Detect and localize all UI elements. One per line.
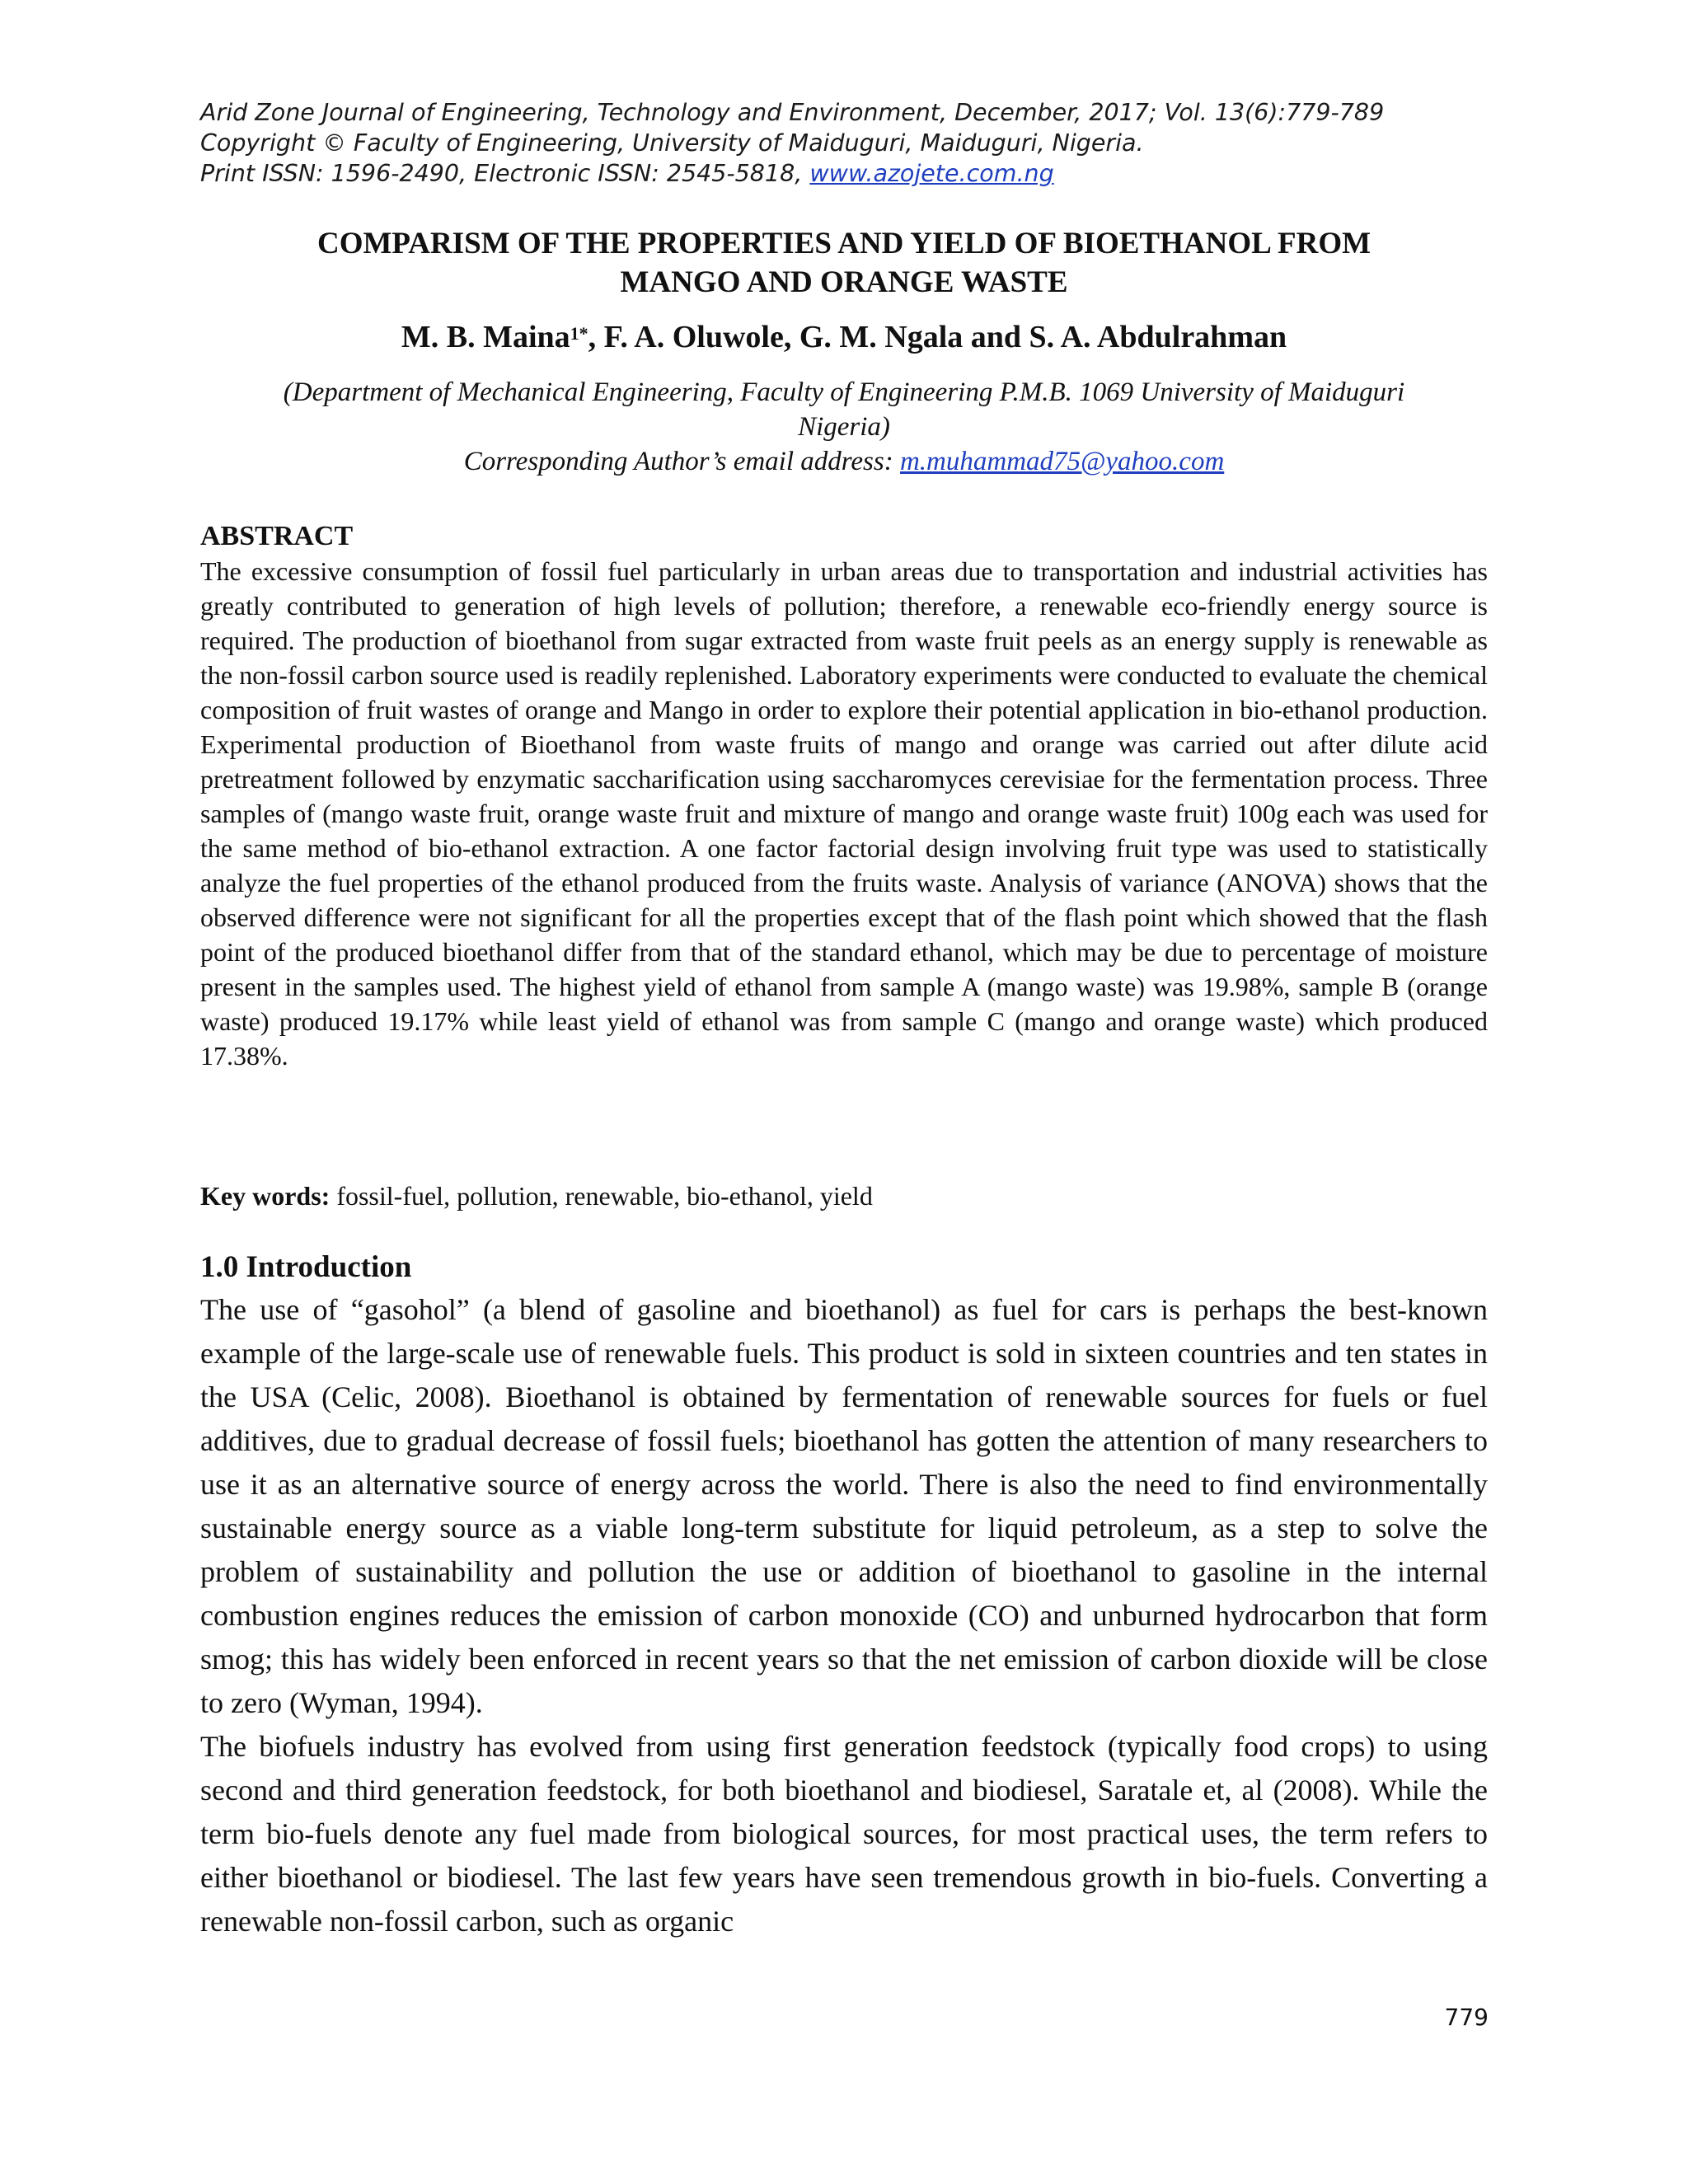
journal-header	[200, 97, 1503, 189]
author-list	[200, 316, 1488, 358]
journal-copyright: Copyright © Faculty of Engineering, University of Maiduguri, Maiduguri, Nigeria.	[200, 129, 1144, 157]
abstract-body: The excessive consumption of fossil fuel particularly in urban areas due to transportation and industrial activities has greatly contributed to generation of high levels of pollution; therefore, a renewable eco-friendly energy source is required. The production of bioethanol from sugar extracted from waste fruit peels as an energy supply is renewable as the non-fossil carbon source used is readily replenished. Laboratory experiments were conducted to evaluate the chemical composition of fruit wastes of orange and Mango in order to explore their potential application in bio-ethanol production. Experimental production of Bioethanol from waste fruits of mango and orange was carried out after dilute acid pretreatment followed by enzymatic saccharification using saccharomyces cerevisiae for the fermentation process. Three samples of (mango waste fruit, orange waste fruit and mixture of mango and orange waste fruit) 100g each was used for the same method of bio-ethanol extraction. A one factor factorial design involving fruit type was used to statistically analyze the fuel properties of the ethanol produced from the fruits waste. Analysis of variance (ANOVA) shows that the observed difference were not significant for all the properties except that of the flash point which showed that the flash point of the produced bioethanol differ from that of the standard ethanol, which may be due to percentage of moisture present in the samples used. The highest yield of ethanol from sample A (mango waste) was 19.98%, sample B (orange waste) produced 19.17% while least yield of ethanol was from sample C (mango and orange waste) which produced 17.38%.	[200, 556, 1488, 1071]
paper-title-line-2: MANGO AND ORANGE WASTE	[620, 265, 1068, 299]
journal-website-link[interactable]: www.azojete.com.ng	[809, 160, 1054, 187]
paper-title	[200, 224, 1488, 302]
introduction-paragraph-2: The biofuels industry has evolved from using first generation feedstock (typically food crops) to using second and third generation feedstock, for both bioethanol and biodiesel, Saratale et, al (2008). While the term bio-fuels denote any fuel made from biological sources, for most practical uses, the term refers to either bioethanol or biodiesel. The last few years have seen tremendous growth in bio-fuels. Converting a renewable non-fossil carbon, such as organic	[200, 1730, 1488, 1938]
journal-citation: Arid Zone Journal of Engineering, Technology and Environment, December, 2017; Vol. 13(6):779-789	[200, 99, 1385, 126]
affiliation-line-2: Nigeria)	[798, 412, 890, 442]
keywords-line	[200, 1179, 1488, 1213]
author-others: , F. A. Oluwole, G. M. Ngala and S. A. Abdulrahman	[588, 320, 1287, 354]
introduction-body	[200, 1288, 1488, 1943]
corresponding-author	[200, 444, 1488, 479]
author-affiliation-mark: 1*	[570, 323, 588, 344]
paper-title-line-1: COMPARISM OF THE PROPERTIES AND YIELD OF BIOETHANOL FROM	[316, 227, 1372, 260]
author-first: M. B. Maina	[401, 320, 570, 354]
page-number: 779	[1444, 2004, 1489, 2031]
author-email-link[interactable]: m.muhammad75@yahoo.com	[899, 447, 1225, 476]
email-label: Corresponding Author’s email address:	[463, 447, 900, 476]
keywords-text: fossil-fuel, pollution, renewable, bio-ethanol, yield	[330, 1181, 873, 1211]
affiliation-line-1: (Department of Mechanical Engineering, Faculty of Engineering P.M.B. 1069 University of Maiduguri	[283, 377, 1405, 407]
introduction-paragraph-1: The use of “gasohol” (a blend of gasoline and bioethanol) as fuel for cars is perhaps the best-known example of the large-scale use of renewable fuels. This product is sold in sixteen countries and ten states in the USA (Celic, 2008). Bioethanol is obtained by fermentation of renewable sources for fuels or fuel additives, due to gradual decrease of fossil fuels; bioethanol has gotten the attention of many researchers to use it as an alternative source of energy across the world. There is also the need to find environmentally sustainable energy source as a viable long-term substitute for liquid petroleum, as a step to solve the problem of sustainability and pollution the use or addition of bioethanol to gasoline in the internal combustion engines reduces the emission of carbon monoxide (CO) and unburned hydrocarbon that form smog; this has widely been enforced in recent years so that the net emission of carbon dioxide will be close to zero (Wyman, 1994).	[200, 1293, 1488, 1719]
journal-issn	[200, 158, 1503, 189]
introduction-heading: 1.0 Introduction	[200, 1250, 412, 1284]
abstract-heading: ABSTRACT	[200, 521, 354, 551]
journal-issn-text: Print ISSN: 1596-2490, Electronic ISSN: 2545-5818,	[200, 160, 810, 187]
keywords-label: Key words:	[200, 1181, 331, 1211]
affiliation-block	[200, 375, 1488, 479]
